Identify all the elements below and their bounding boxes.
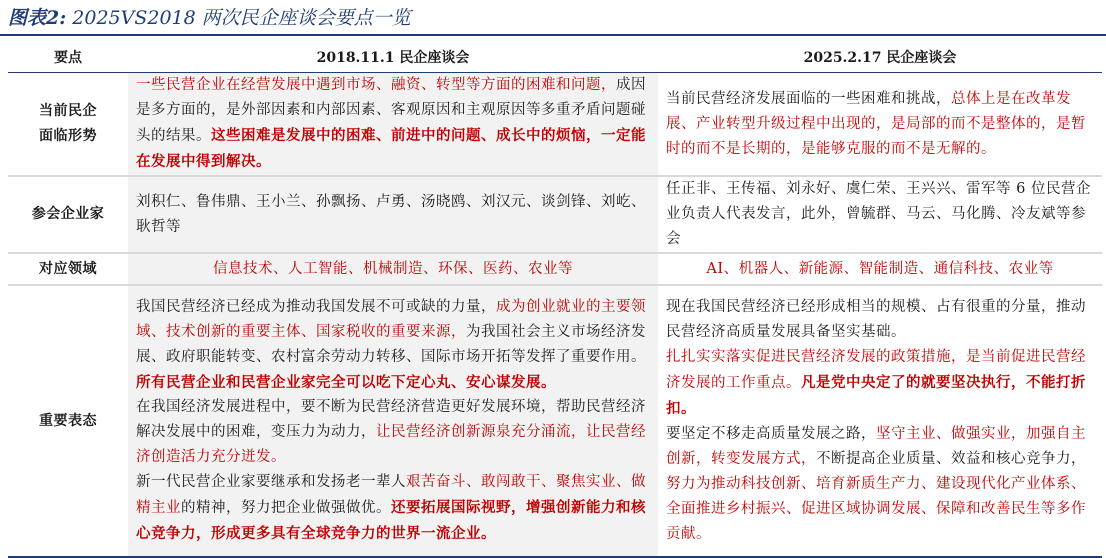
table-row-statements — [8, 285, 1102, 557]
cell-2018-entrepreneurs: 刘积仁、鲁伟鼎、王小兰、孙飘扬、卢勇、汤晓鸥、刘汉元、谈剑锋、刘屹、耿哲等 — [128, 176, 658, 253]
cell-2025-fields: AI、机器人、新能源、智能制造、通信科技、农业等 — [658, 253, 1102, 285]
table-row-fields — [8, 253, 1102, 285]
row-label-fields: 对应领域 — [8, 253, 128, 285]
cell-2025-situation: 当前民营经济发展面临的一些困难和挑战，总体上是在改革发展、产业转型升级过程中出现的，是局部的而不是整体的，是暂时的而不是长期的，是能够克服的而不是无解的。 — [658, 73, 1102, 177]
header-2025: 2025.2.17 民企座谈会 — [658, 42, 1102, 73]
cell-2018-situation: 一些民营企业在经营发展中遇到市场、融资、转型等方面的困难和问题，成因是多方面的，是外部因素和内部因素、客观原因和主观原因等多重矛盾问题碰头的结果。这些困难是发展中的困难、前进中的问题、成长中的烦恼，一定能在发展中得到解决。 — [128, 73, 658, 177]
row-label-situation: 当前民企 面临形势 — [8, 73, 128, 177]
caption-title: 2025VS2018 两次民企座谈会要点一览 — [72, 7, 411, 29]
cell-2018-statements: 我国民营经济已经成为推动我国发展不可或缺的力量，成为创业就业的主要领域、技术创新的重要主体、国家税收的重要来源，为我国社会主义市场经济发展、政府职能转变、农村富余劳动力转移、国际市场开拓等发挥了重要作用。 所有民营企业和民营企业家完全可以吃下定心丸、安心谋发展。 在我国经济发展进程中，要不断为民营经济营造更好发展环境，帮助民营经济解决发展中的困难，变压力为动力，让民营经济创新源泉充分涌流，让民营经济创造活力充分迸发。 新一代民营企业家要继承和发扬老一辈人艰苦奋斗、敢闯敢干、聚焦实业、做精主业的精神，努力把企业做强做优。还要拓展国际视野，增强创新能力和核心竞争力，形成更多具有全球竞争力的世界一流企业。 — [128, 285, 658, 557]
caption-number: 图表2: — [8, 7, 67, 29]
row-label-entrepreneurs: 参会企业家 — [8, 176, 128, 253]
table-row-situation — [8, 73, 1102, 177]
cell-2025-statements: 现在我国民营经济已经形成相当的规模、占有很重的分量，推动民营经济高质量发展具备坚实基础。 扎扎实实落实促进民营经济发展的政策措施，是当前促进民营经济发展的工作重点。凡是党中央定了的就要坚决执行，不能打折扣。 要坚定不移走高质量发展之路，坚守主业、做强实业，加强自主创新，转变发展方式，不断提高企业质量、效益和核心竞争力，努力为推动科技创新、培育新质生产力、建设现代化产业体系、全面推进乡村振兴、促进区域协调发展、保障和改善民生等多作贡献。 — [658, 285, 1102, 557]
caption-rule — [0, 34, 1106, 36]
table-header-row — [8, 42, 1102, 73]
header-key: 要点 — [8, 42, 128, 73]
header-2018: 2018.11.1 民企座谈会 — [128, 42, 658, 73]
cell-2018-fields: 信息技术、人工智能、机械制造、环保、医药、农业等 — [128, 253, 658, 285]
comparison-table — [8, 42, 1102, 558]
cell-2025-entrepreneurs: 任正非、王传福、刘永好、虞仁荣、王兴兴、雷军等 6 位民营企业负责人代表发言，此外，曾毓群、马云、马化腾、冷友斌等参会 — [658, 176, 1102, 253]
figure-caption — [8, 4, 411, 32]
row-label-statements: 重要表态 — [8, 285, 128, 557]
table-row-entrepreneurs — [8, 176, 1102, 253]
